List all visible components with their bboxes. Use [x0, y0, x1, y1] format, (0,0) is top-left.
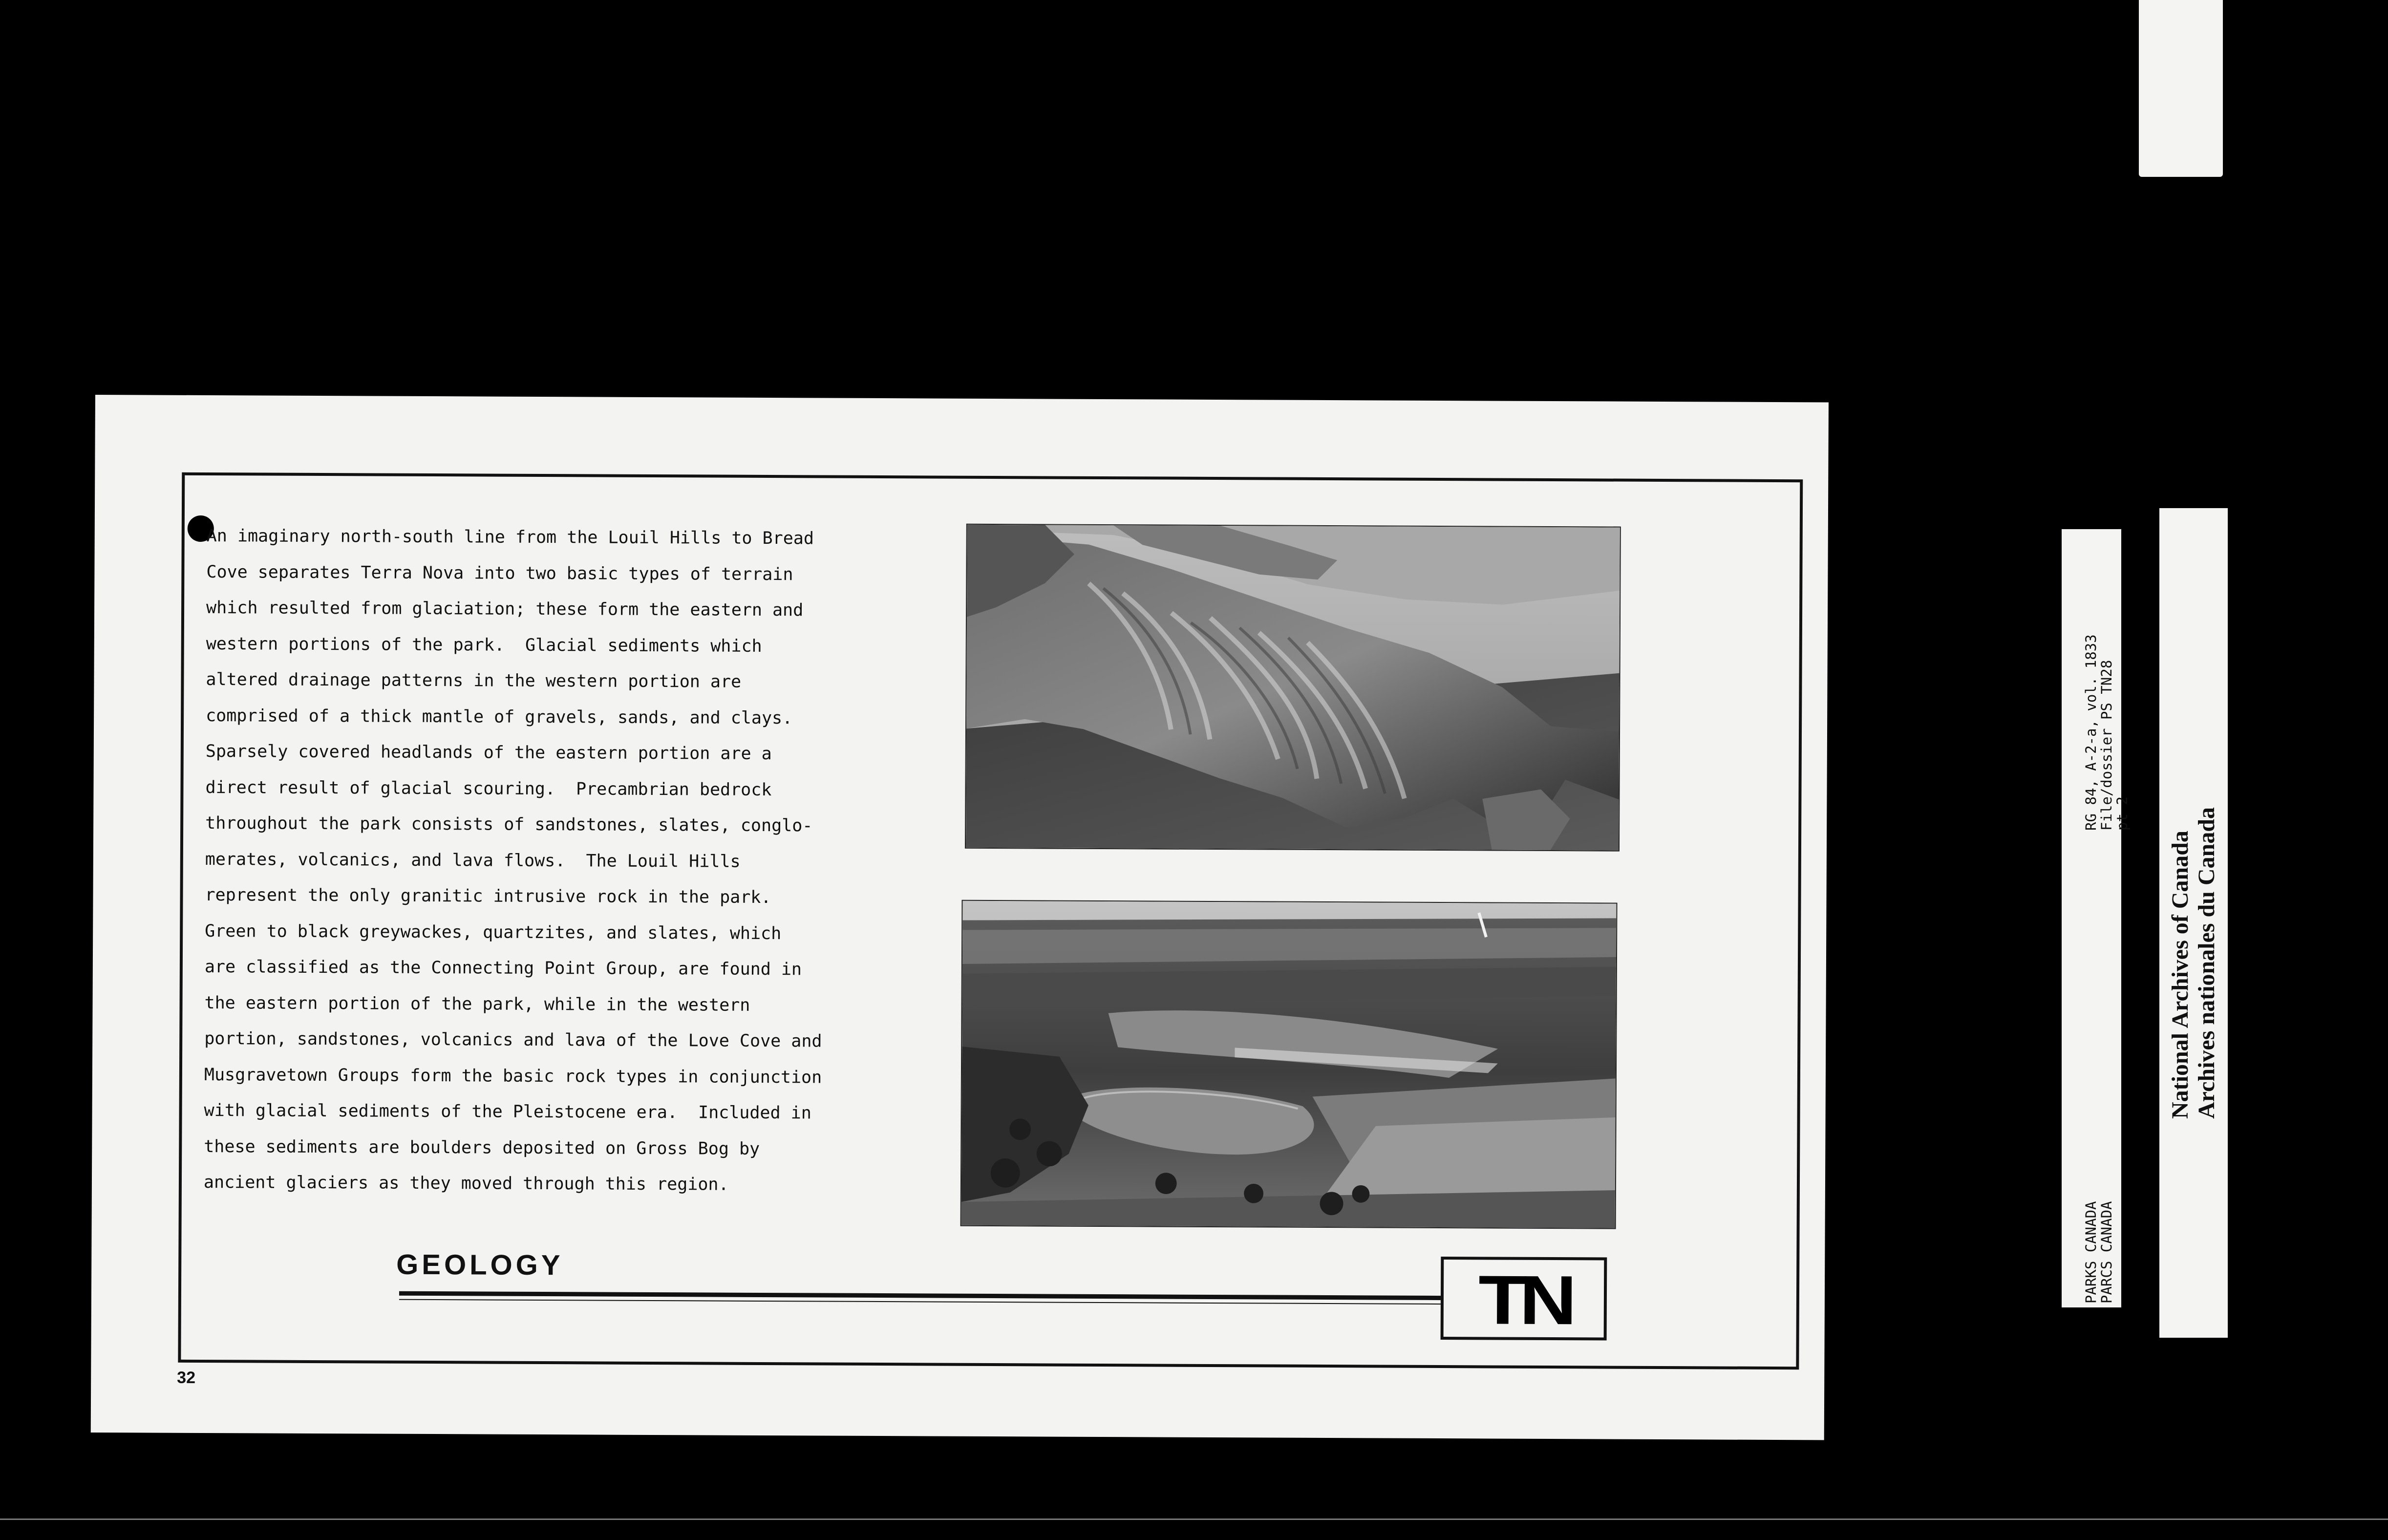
text-line: represent the only granitic intrusive rock in the park. [205, 885, 771, 908]
title-rule-thin [399, 1299, 1445, 1305]
agency-line: PARKS CANADA [2083, 1201, 2099, 1304]
headland-aerial-photo [965, 524, 1621, 852]
text-line: Musgravetown Groups form the basic rock types in conjunction [204, 1065, 822, 1088]
text-line: direct result of glacial scouring. Precambrian bedrock [205, 777, 772, 800]
text-line: Sparsely covered headlands of the eastern portion are a [205, 741, 772, 764]
text-line: portion, sandstones, volcanics and lava of the Love Cove and [204, 1028, 822, 1051]
bog-aerial-photo [960, 900, 1618, 1229]
text-line: western portions of the park. Glacial sediments which [206, 634, 762, 656]
text-line: merates, volcanics, and lava flows. The Louil Hills [205, 849, 741, 872]
document-page [91, 395, 1829, 1440]
archives-text [2167, 807, 2220, 1119]
archives-line: Archives nationales du Canada [2194, 807, 2219, 1119]
page-number: 32 [177, 1368, 196, 1387]
archives-line: National Archives of Canada [2167, 831, 2193, 1119]
page-frame [178, 472, 1803, 1369]
text-line: these sediments are boulders deposited on Gross Bog by [204, 1136, 760, 1159]
text-line: which resulted from glaciation; these form the eastern and [206, 598, 804, 620]
logo-text: TN [1478, 1261, 1570, 1340]
text-line: throughout the park consists of sandstones, slates, conglo- [205, 813, 813, 836]
geology-paragraph [204, 518, 949, 1204]
file-ref-line: File/dossier PS TN28 [2098, 660, 2115, 831]
scan-edge-line [0, 1519, 2388, 1520]
text-line: Green to black greywackes, quartzites, and slates, which [205, 921, 782, 943]
file-ref-line: RG 84, A-2-a, vol. 1833 [2083, 634, 2099, 831]
agency-line: PARCS CANADA [2098, 1201, 2115, 1304]
title-rule [399, 1291, 1445, 1300]
tn-logo [1441, 1257, 1607, 1340]
text-line: are classified as the Connecting Point Group, are found in [204, 957, 802, 980]
text-line: ancient glaciers as they moved through this region. [203, 1172, 729, 1195]
section-title: GEOLOGY [396, 1248, 564, 1282]
file-ref-line: pt 2 [2114, 796, 2131, 831]
text-line: the eastern portion of the park, while in the western [204, 993, 750, 1015]
frame-counter-strip [2139, 0, 2223, 177]
text-line: An imaginary north-south line from the Louil Hills to Bread [206, 526, 814, 549]
text-line: with glacial sediments of the Pleistocene era. Included in [204, 1100, 811, 1123]
agency-text [2083, 1201, 2114, 1304]
text-line: comprised of a thick mantle of gravels, sands, and clays. [206, 706, 793, 728]
text-line: altered drainage patterns in the western portion are [206, 669, 742, 692]
text-line: Cove separates Terra Nova into two basic types of terrain [206, 562, 793, 584]
file-reference-text [2083, 634, 2130, 831]
